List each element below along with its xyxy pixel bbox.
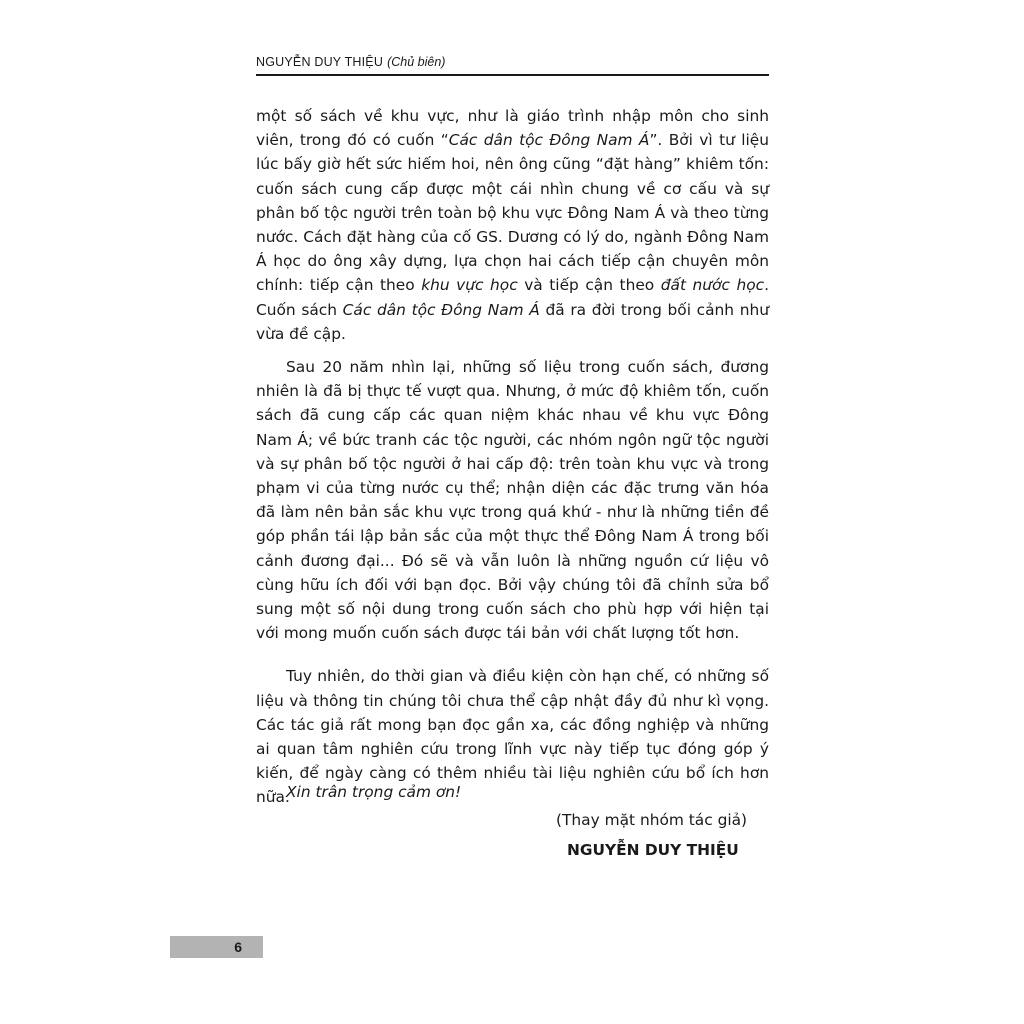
page-number: 6 (170, 936, 263, 958)
closing-thanks: Xin trân trọng cảm ơn! (286, 783, 462, 801)
p1-text-9: đã ra đời trong bối cảnh như vừa đề cập. (256, 300, 769, 343)
header-role: (Chủ biên) (387, 55, 446, 69)
term-khu-vuc-hoc: khu vực học (421, 276, 518, 295)
header-author: NGUYỄN DUY THIỆU (256, 55, 384, 69)
body-text (256, 104, 769, 810)
term-dat-nuoc-hoc: đất nước học (660, 276, 765, 295)
p1-text-1: một số sách về khu vực, như là giáo trình nhập môn cho sinh viên, trong đó có cuốn “ (256, 107, 769, 150)
book-title-1: Các dân tộc Đông Nam Á (448, 131, 650, 150)
paragraph-1 (256, 104, 769, 346)
p1-text-7: . Cuốn sách (256, 276, 769, 319)
signer-name: NGUYỄN DUY THIỆU (567, 841, 739, 859)
book-title-2: Các dân tộc Đông Nam Á (342, 300, 540, 319)
p1-text-3: ”. Bởi vì tư liệu lúc bấy giờ hết sức hiếm hoi, nên ông cũng “đặt hàng” khiêm tốn: cuốn sách cung cấp được một cái nhìn chung về cơ cấu và sự phân bố tộc người trên toàn bộ khu vực Đông Nam Á và theo từng nước. Cách đặt hàng của cố GS. Dương có lý do, ngành Đông Nam Á học do ông xây dựng, lựa chọn hai cách tiếp cận chuyên môn chính: tiếp cận theo (256, 131, 769, 295)
signer-role: (Thay mặt nhóm tác giả) (556, 811, 748, 829)
paragraph-3: Tuy nhiên, do thời gian và điều kiện còn hạn chế, có những số liệu và thông tin chúng tôi chưa thể cập nhật đầy đủ như kì vọng. Các tác giả rất mong bạn đọc gần xa, các đồng nghiệp và những ai quan tâm nghiên cứu trong lĩnh vực này tiếp tục đóng góp ý kiến, để ngày càng có thêm nhiều tài liệu nghiên cứu bổ ích hơn nữa. (256, 667, 769, 807)
paragraph-2: Sau 20 năm nhìn lại, những số liệu trong cuốn sách, đương nhiên là đã bị thực tế vượt qua. Nhưng, ở mức độ khiêm tốn, cuốn sách đã cung cấp các quan niệm khác nhau về khu vực Đông Nam Á; về bức tranh các tộc người, các nhóm ngôn ngữ tộc người và sự phân bố tộc người ở hai cấp độ: trên toàn khu vực và trong phạm vi của từng nước cụ thể; nhận diện các đặc trưng văn hóa đã làm nên bản sắc khu vực trong quá khứ - như là những tiền đề góp phần tái lập bản sắc của một thực thể Đông Nam Á trong bối cảnh đương đại... Đó sẽ và vẫn luôn là những nguồn cứ liệu vô cùng hữu ích đối với bạn đọc. Bởi vậy chúng tôi đã chỉnh sửa bổ sung một số nội dung trong cuốn sách cho phù hợp với hiện tại với mong muốn cuốn sách được tái bản với chất lượng tốt hơn. (256, 358, 769, 643)
p1-text-5: và tiếp cận theo (517, 276, 661, 295)
running-header (256, 52, 769, 76)
